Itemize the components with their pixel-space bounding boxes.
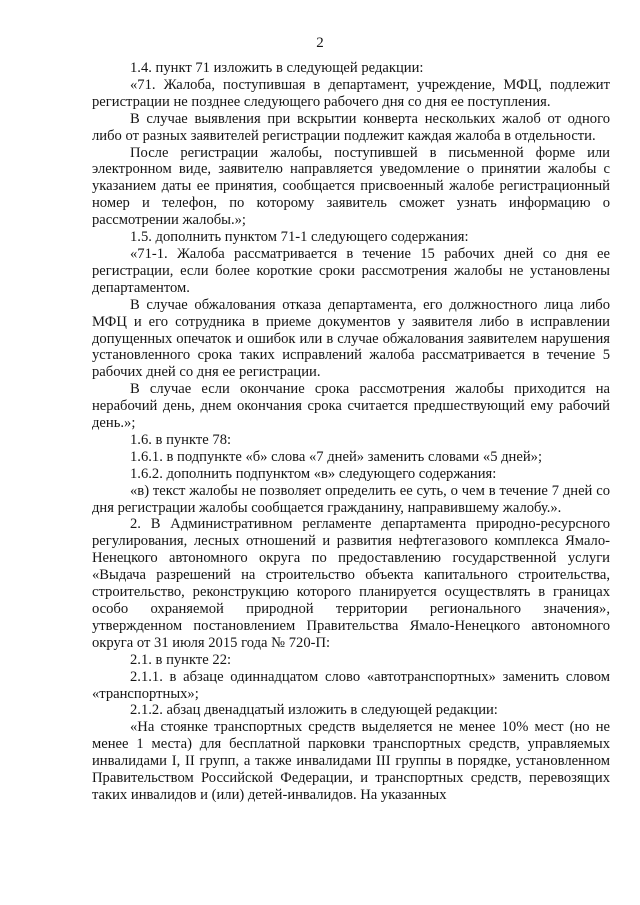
paragraph-subpoint-v: «в) текст жалобы не позволяет определить ее суть, о чем в течение 7 дней со дня регистрации жалобы сообщается гражданину, направившему жалобу.». xyxy=(92,482,610,516)
paragraph-2-1-2: 2.1.2. абзац двенадцатый изложить в следующей редакции: xyxy=(130,702,498,719)
paragraph-nonworking-day: В случае если окончание срока рассмотрения жалобы приходится на нерабочий день, днем окончания срока считается предшествующий ему рабочий день.»; xyxy=(92,381,610,432)
paragraph-71-1: «71-1. Жалоба рассматривается в течение 15 рабочих дней со дня ее регистрации, если более короткие сроки рассмотрения жалобы не установлены департаментом. xyxy=(92,245,610,296)
page-number: 2 xyxy=(316,35,324,51)
paragraph-1-6: 1.6. в пункте 78: xyxy=(130,431,232,448)
paragraph-registration-notice: После регистрации жалобы, поступившей в письменной форме или электронном виде, заявителю направляется уведомление о принятии жалобы с указанием даты ее принятия, сообщается присвоенный жалобе регистрационный номер и телефон, по которому заявитель сможет узнать информацию о рассмотрении жалобы.»; xyxy=(92,144,610,229)
paragraph-2: 2. В Административном регламенте департамента природно-ресурсного регулирования, лесных отношений и развития нефтегазового комплекса Ямало-Ненецкого автономного округа по предоставлению государственной услуги «Выдача разрешений на строительство объекта капитального строительства, строительство, реконструкцию которого планируется осуществлять в границах особо охраняемой природной территории регионального значения», утвержденном постановлением Правительства Ямало-Ненецкого автономного округа от 31 июля 2015 года № 720-П: xyxy=(92,516,610,651)
paragraph-1-5: 1.5. дополнить пунктом 71-1 следующего содержания: xyxy=(130,229,469,246)
paragraph-71: «71. Жалоба, поступившая в департамент, учреждение, МФЦ, подлежит регистрации не позднее следующего рабочего дня со дня ее поступления. xyxy=(92,76,610,110)
paragraph-1-6-2: 1.6.2. дополнить подпунктом «в» следующего содержания: xyxy=(130,465,497,482)
paragraph-refusal-appeal: В случае обжалования отказа департамента, его должностного лица либо МФЦ и его сотрудника в приеме документов у заявителя либо в исправлении допущенных опечаток и ошибок или в случае обжалования заявителем нарушения установленного срока таких исправлений жалоба рассматривается в течение 5 рабочих дней со дня ее регистрации. xyxy=(92,296,610,381)
paragraph-parking: «На стоянке транспортных средств выделяется не менее 10% мест (но не менее 1 места) для бесплатной парковки транспортных средств, управляемых инвалидами I, II групп, а также инвалидами III группы в порядке, установленном Правительством Российской Федерации, и транспортных средств, перевозящих таких инвалидов и (или) детей-инвалидов. На указанных xyxy=(92,719,610,803)
paragraph-1-6-1: 1.6.1. в подпункте «б» слова «7 дней» заменить словами «5 дней»; xyxy=(130,448,543,465)
paragraph-1-4: 1.4. пункт 71 изложить в следующей редакции: xyxy=(130,60,424,76)
paragraph-2-1-1: 2.1.1. в абзаце одиннадцатом слово «автотранспортных» заменить словом «транспортных»; xyxy=(92,668,610,702)
paragraph-multiple-complaints: В случае выявления при вскрытии конверта нескольких жалоб от одного либо от разных заявителей регистрации подлежит каждая жалоба в отдельности. xyxy=(92,110,610,144)
paragraph-2-1: 2.1. в пункте 22: xyxy=(130,651,232,668)
document-body xyxy=(92,60,610,804)
